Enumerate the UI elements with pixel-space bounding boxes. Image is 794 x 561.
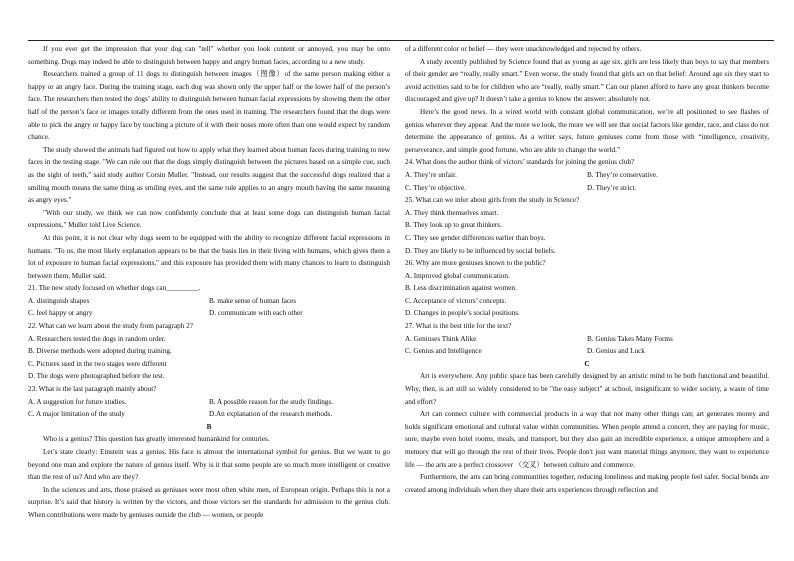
option: A. Researchers tested the dogs in random order.: [28, 334, 166, 343]
paragraph: Let’s state clearly: Einstein was a genius. His face is almost the international symbol for genius. But we want to go beyond one man and explore the nature of genius itself. Why is it that some people are so much more intelligent or creative than the rest of us? And who are they?: [28, 448, 390, 482]
option: B. Less discrimination against women.: [405, 284, 517, 293]
question-23-options: [28, 396, 390, 421]
option: C. They see gender differences earlier than boys.: [405, 233, 546, 242]
option: D.An explanation of the research methods.: [209, 410, 333, 419]
option: D. Genius and Luck: [587, 347, 645, 356]
option: B. make sense of human faces: [209, 296, 297, 305]
question-27: 27. What is the best title for the text?: [405, 322, 512, 331]
paragraph: The study showed the animals had figured out how to apply what they learned about human faces during training to new faces in the testing stage. "We can rule out that the dogs simply distinguish between the pictures based on a simple cue, such as the sight of teeth," said study author Corsin Muller. "Instead, our results suggest that the successful dogs realized that a smiling mouth means the same thing as smiling eyes, and the same rule applies to an angry mouth having the same meaning as angry eyes.": [28, 145, 390, 205]
question-25: 25. What can we infer about girls from the study in Science?: [405, 196, 580, 205]
option: C. Acceptance of victors’ concepts.: [405, 296, 507, 305]
paragraph: A study recently published by Science found that as young as age six, girls are less likely than boys to say that members of their gender are “really, really smart.” Even worse, the study found that girls act on that belief: Around age six they start to avoid activities said to be for children who are “really, really smart.” Can our planet afford to have any great thinkers become discouraged and give up? It doesn’t take a genius to know the answer: absolutely not.: [405, 57, 769, 104]
paragraph: In the sciences and arts, those praised as geniuses were most often white men, of European origin. Perhaps this is not a surprise. It’s said that history is written by the victors, and those victors set the standards for admission to the genius club. When contributions were made by geniuses outside the club — women, or people: [28, 485, 390, 519]
paragraph: Art can connect culture with commercial products in a way that not many other things can; art generates money and holds significant emotional and cultural value within communities. When people attend a concert, they are paying for music, sure, maybe even hotel rooms, meals, and transport, but they also gain an incredible experience, a unique atmosphere and a memory that will go through the rest of their lives. People don't just want material things anymore, they want to experience life — the arts are a perfect crossover （交叉）between culture and commerce.: [405, 410, 769, 469]
option: B. Genius Takes Many Forms: [587, 334, 673, 343]
option: D. Changes in people’s social positions.: [405, 309, 520, 318]
option: A. They think themselves smart.: [405, 208, 499, 217]
right-column: [405, 43, 769, 496]
left-column: [28, 43, 390, 522]
question-24: 24. What does the author think of victors’ standards for joining the genius club?: [405, 158, 635, 167]
option: A. Improved global communication.: [405, 271, 510, 280]
section-heading-c: C: [584, 359, 590, 368]
option: B. They’re conservative.: [587, 170, 658, 179]
question-23: 23. What is the last paragraph mainly about?: [28, 385, 157, 394]
option: C. Genius and Intelligence: [405, 347, 482, 356]
paragraph: At this point, it is not clear why dogs seem to be equipped with the ability to recognize different facial expressions in humans. "To us, the most likely explanation appears to be that the basis lies in their living with humans, which gives them a lot of exposure to human facial expressions," and this exposure has provided them with many chances to learn to distinguish between them, Muller said.: [28, 233, 390, 280]
option: D. communicate with each other: [209, 309, 303, 318]
option: C. They’re objective.: [405, 183, 466, 192]
question-21-options: [28, 295, 390, 320]
question-27-options: [405, 333, 769, 358]
option: C. A major limitation of the study: [28, 410, 125, 419]
paragraph: "With our study, we think we can now confidently conclude that at least some dogs can distinguish human facial expressions," Muller told Live Science.: [28, 208, 390, 230]
paragraph: Furthermore, the arts can bring communities together, reducing loneliness and making people feel safer. Social bonds are created among individuals when they share their arts experiences through reflection and: [405, 473, 769, 494]
option: D. They are likely to be influenced by social beliefs.: [405, 246, 556, 255]
option: A. A suggestion for future studies.: [28, 397, 127, 406]
option: A. Geniuses Think Alike: [405, 334, 477, 343]
option: C. feel happy or angry: [28, 309, 93, 318]
section-heading-b: B: [206, 422, 212, 431]
paragraph: If you ever get the impression that your dog can "tell" whether you look content or annoyed, you may be onto something. Dogs may indeed be able to distinguish between happy and angry human faces, according to a new study.: [28, 45, 390, 66]
paragraph: Here’s the good news. In a wired world with constant global communication, we’re all positioned to see flashes of genius wherever they appear. And the more we look, the more we will see that social factors like gender, race, and class do not determine the appearance of genius. As a writer says, future geniuses come from those with “intelligence, creativity, perseverance, and simple good fortune, who are able to change the world.”: [405, 107, 769, 154]
option: C. Pictures used in the two stages were different: [28, 359, 167, 368]
option: B. A possible reason for the study findings.: [209, 397, 333, 406]
paragraph: Who is a genius? This question has greatly interested humankind for centuries.: [43, 435, 270, 444]
paragraph-continued: of a different color or belief — they were unacknowledged and rejected by others.: [405, 45, 642, 53]
question-26: 26. Why are more geniuses known to the public?: [405, 259, 546, 268]
option: A. They’re unfair.: [405, 170, 457, 179]
paragraph: Researchers trained a group of 11 dogs to distinguish between images（图像）of the same person making either a happy or an angry face. During the training stage, each dog was shown only the upper half or the lower half of the person’s face. The researchers then tested the dogs’ ability to distinguish between human facial expressions by showing them the other half of the person’s face or images totally different from the ones used in training. The researchers found that the dogs were able to pick the angry or happy face by touching a picture of it with their noses more often than one would expect by random chance.: [28, 70, 390, 142]
header-rule: [28, 40, 774, 41]
option: D. The dogs were photographed before the test.: [28, 372, 165, 381]
option: A. distinguish shapes: [28, 296, 90, 305]
question-21: 21. The new study focused on whether dogs can_________.: [28, 284, 201, 293]
option: D. They’re strict.: [587, 183, 637, 192]
option: B. Diverse methods were adopted during training.: [28, 347, 172, 356]
option: B. They look up to great thinkers.: [405, 221, 502, 230]
question-24-options: [405, 169, 769, 194]
paragraph: Art is everywhere. Any public space has been carefully designed by an artistic mind to be both functional and beautiful. Why, then, is art still so widely considered to be "the easy subject" at school, insignificant to wider society, a waste of time and effort?: [405, 372, 769, 406]
question-22: 22. What can we learn about the study from paragraph 2?: [28, 322, 193, 331]
